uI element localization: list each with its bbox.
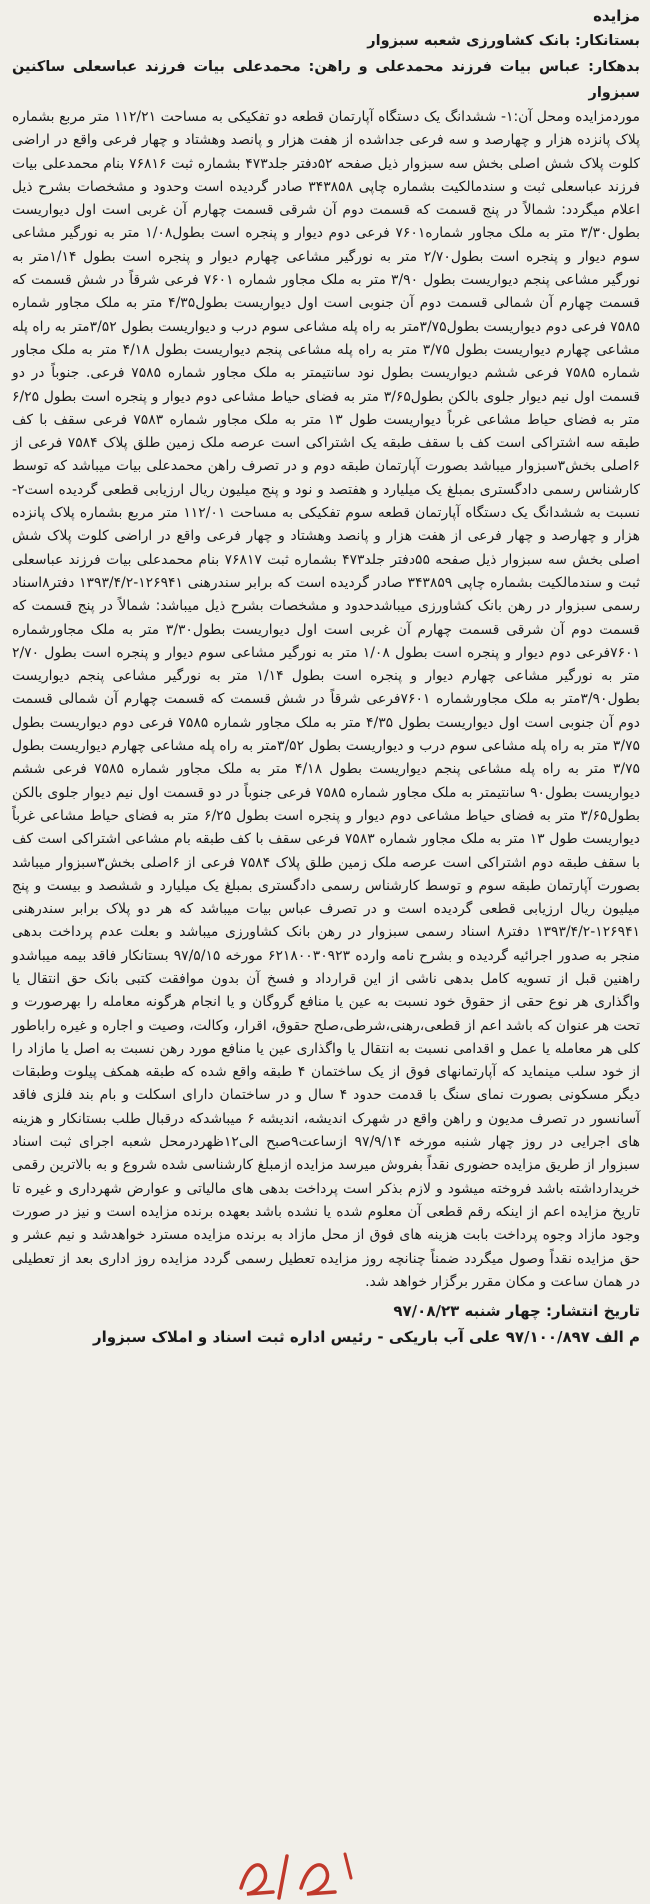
- notice: [12, 4, 640, 1904]
- signature-line: م الف ۹۷/۱۰۰/۸۹۷ علی آب باریکی - رئیس اداره ثبت اسناد و املاک سبزوار: [93, 1328, 640, 1347]
- debtor-line: بدهکار: عباس بیات فرزند محمدعلی و راهن: محمدعلی بیات فرزند عباسعلی ساکنین سبزوار: [12, 59, 640, 101]
- handwritten-mark: [235, 1848, 365, 1900]
- notice-body: موردمزایده ومحل آن:۱- ششدانگ یک دستگاه آپارتمان قطعه دو تفکیکی به مساحت ۱۱۲/۲۱ متر مربع بشماره پلاک پانزده هزار و چهارصد و سه فرعی جداشده از هفت هزار و پانصد وهشتاد و چهار فرعی واقع در اراضی کلوت پلاک شش اصلی بخش سه سبزوار ذیل صفحه ۵۲دفتر جلد۴۷۳ بشماره ثبت ۷۶۸۱۶ بنام محمدعلی بیات فرزند عباسعلی ثبت و سندمالکیت بشماره چاپی ۳۴۳۸۵۸ صادر گردیده است وحدود و مشخصات بشرح ذیل اعلام میگردد: شمالاً در پنج قسمت که قسمت دوم آن شرقی قسمت چهارم آن غربی است اول دیواریست بطول۳/۳۰ متر به ملک مجاور شماره۷۶۰۱ فرعی دوم دیوار و پنجره است بطول۱/۰۸ متر به نورگیر مشاعی سوم دیوار و پنجره است بطول۲/۷۰ متر به نورگیر مشاعی چهارم دیوار و پنجره است بطول ۱/۱۴متر به نورگیر مشاعی پنجم دیواریست بطول ۳/۹۰ متر به ملک مجاور شماره ۷۶۰۱ فرعی شرقاً در شش قسمت که قسمت چهارم آن شمالی قسمت دوم آن جنوبی است اول دیواریست بطول۴/۳۵ متر به ملک مجاور شماره ۷۵۸۵ فرعی دوم دیواریست بطول۳/۷۵متر به راه پله مشاعی سوم درب و دیواریست بطول ۳/۵۲متر به راه پله مشاعی چهارم دیواریست بطول ۳/۷۵ متر به راه پله مشاعی پنجم دیواریست بطول ۴/۱۸ متر به ملک مجاور شماره ۷۵۸۵ فرعی ششم دیواریست بطول نود سانتیمتر به ملک مجاور شماره ۷۵۸۵ فرعی. جنوباً در دو قسمت اول نیم دیوار جلوی بالکن بطول۳/۶۵ متر به فضای حیاط مشاعی دوم دیوار و پنجره است بطول ۶/۲۵ متر به فضای حیاط مشاعی غرباً دیواریست طول ۱۳ متر به ملک مجاور شماره ۷۵۸۳ فرعی سقف با کف طبقه سه اشتراکی است کف با سقف طبقه یک اشتراکی است عرصه ملک زمین طلق پلاک ۷۵۸۴ فرعی از ۶اصلی بخش۳سبزوار میباشد بصورت آپارتمان طبقه دوم و در تصرف راهن محمدعلی بیات میباشد که توسط کارشناس رسمی دادگستری بمبلغ یک میلیارد و هفتصد و نود و پنج میلیون ریال ارزیابی قطعی گردیده است۲- نسبت به ششدانگ یک دستگاه آپارتمان قطعه سوم تفکیکی به مساحت ۱۱۲/۰۱ متر مربع بشماره پلاک پانزده هزار و چهارصد و چهار فرعی از هفت هزار و پانصد وهشتاد و چهار فرعی واقع در اراضی کلوت پلاک شش اصلی بخش سه سبزوار ذیل صفحه ۵۵دفتر جلد۴۷۳ بشماره ثبت ۷۶۸۱۷ بنام محمدعلی بیات فرزند عباسعلی ثبت و سندمالکیت بشماره چاپی ۳۴۳۸۵۹ صادر گردیده است که برابر سندرهنی ۱۲۶۹۴۱-۱۳۹۳/۴/۲ دفتر۸اسناد رسمی سبزوار در رهن بانک کشاورزی میباشدحدود و مشخصات بشرح ذیل میباشد: شمالاً در پنج قسمت که قسمت دوم آن شرقی قسمت چهارم آن غربی است اول دیواریست بطول۳/۳۰ متر به ملک مجاورشماره ۷۶۰۱فرعی دوم دیوار و پنجره است بطول ۱/۰۸ متر به نورگیر مشاعی سوم دیوار و پنجره است بطول ۲/۷۰ متر به نورگیر مشاعی چهارم دیوار و پنجره است بطول ۱/۱۴ متر به نورگیر مشاعی پنجم دیواریست بطول۳/۹۰متر به ملک مجاورشماره ۷۶۰۱فرعی شرقاً در شش قسمت که قسمت چهارم آن شمالی قسمت دوم آن جنوبی است اول دیواریست بطول ۴/۳۵ متر به ملک مجاور شماره ۷۵۸۵ فرعی دوم دیواریست بطول ۳/۷۵ متر به راه پله مشاعی سوم درب و دیواریست بطول ۳/۵۲متر به راه پله مشاعی چهارم دیواریست بطول ۳/۷۵ متر به راه پله مشاعی پنجم دیواریست بطول ۴/۱۸ متر به ملک مجاور شماره ۷۵۸۵ فرعی ششم دیواریست بطول۹۰ سانتیمتر به ملک مجاور شماره ۷۵۸۵ فرعی جنوباً در دو قسمت اول نیم دیوار جلوی بالکن بطول۳/۶۵ متر به فضای حیاط مشاعی دوم دیوار و پنجره است بطول ۶/۲۵ متر به فضای حیاط مشاعی غرباً دیواریست طول ۱۳ متر به ملک مجاور شماره ۷۵۸۳ فرعی سقف با کف طبقه بام مشاعی اشتراکی است کف با سقف طبقه دوم اشتراکی است عرصه ملک زمین طلق پلاک ۷۵۸۴ فرعی از ۶اصلی بخش۳سبزوار میباشد بصورت آپارتمان طبقه سوم و توسط کارشناس رسمی دادگستری بمبلغ یک میلیارد و ششصد و بیست و پنج میلیون ریال ارزیابی قطعی گردیده است و در تصرف عباس بیات میباشد که هر دو پلاک برابر سندرهنی ۱۲۶۹۴۱-۱۳۹۳/۴/۲ دفتر۸ اسناد رسمی سبزوار در رهن بانک کشاورزی میباشد و بعلت عدم پرداخت بدهی منجر به صدور اجرائیه گردیده و بشرح نامه وارده ۶۲۱۸۰۰۳۰۹۲۳ مورخه ۹۷/۵/۱۵ بستانکار فاقد بیمه میباشدو راهنین قبل از تسویه کامل بدهی ناشی از این قرارداد و فسخ آن بدون موافقت کتبی بانک حق انتقال یا واگذاری هر نوع حقی از حقوق خود نسبت به عین یا منافع گروگان و یا انجام هرگونه معامله را بهرصورت و تحت هر عنوان که باشد اعم از قطعی،رهنی،شرطی،صلح حقوق، اقرار، وکالت، وصیت و اجاره و غیره راباطور کلی هر معامله یا عمل و اقدامی نسبت به انتقال یا واگذاری عین یا منافع مورد رهن نسبت به اصل یا مازاد را از خود سلب مینماید که آپارتمانهای فوق از یک ساختمان ۴ طبقه واقع شده که طبقه همکف پیلوت وطبقات دیگر مسکونی بصورت نمای سنگ با قدمت حدود ۴ سال و در ساختمان دارای اسکلت و بام بند فلزی فاقد آسانسور در تصرف مدیون و راهن واقع در شهرک اندیشه، اندیشه ۶ میباشدکه درقبال طلب بستانکار و هزینه های اجرایی در روز چهار شنبه مورخه ۹۷/۹/۱۴ ازساعت۹صبح الی۱۲ظهردرمحل شعبه اجرای ثبت اسناد سبزوار از طریق مزایده حضوری نقداً بفروش میرسد مزایده ازمبلغ کارشناسی شده شروع و به بالاترین رقمی خریدارداشته باشد فروخته میشود و لازم بذکر است پرداخت بدهی های مالیاتی و عوارض شهرداری و غیره تا تاریخ مزایده اعم از اینکه رقم قطعی آن معلوم شده یا نشده باشد بعهده برنده مزایده است و نیز در صورت وجود مازاد وجوه پرداخت بابت هزینه های فوق از محل مازاد به برنده مزایده مسترد خواهدشد و نیم عشر و حق مزایده نقداً وصول میگردد ضمناً چنانچه روز مزایده تعطیل رسمی گردد مزایده روز اداری بعد از تعطیلی در همان ساعت و مکان مقرر برگزار خواهد شد.: [12, 109, 641, 1290]
- creditor-line: بستانکار: بانک کشاورزی شعبه سبزوار: [367, 33, 640, 49]
- notice-title: مزایده: [593, 7, 640, 25]
- publication-date: تاریخ انتشار: چهار شنبه ۹۷/۰۸/۲۳: [393, 1302, 640, 1321]
